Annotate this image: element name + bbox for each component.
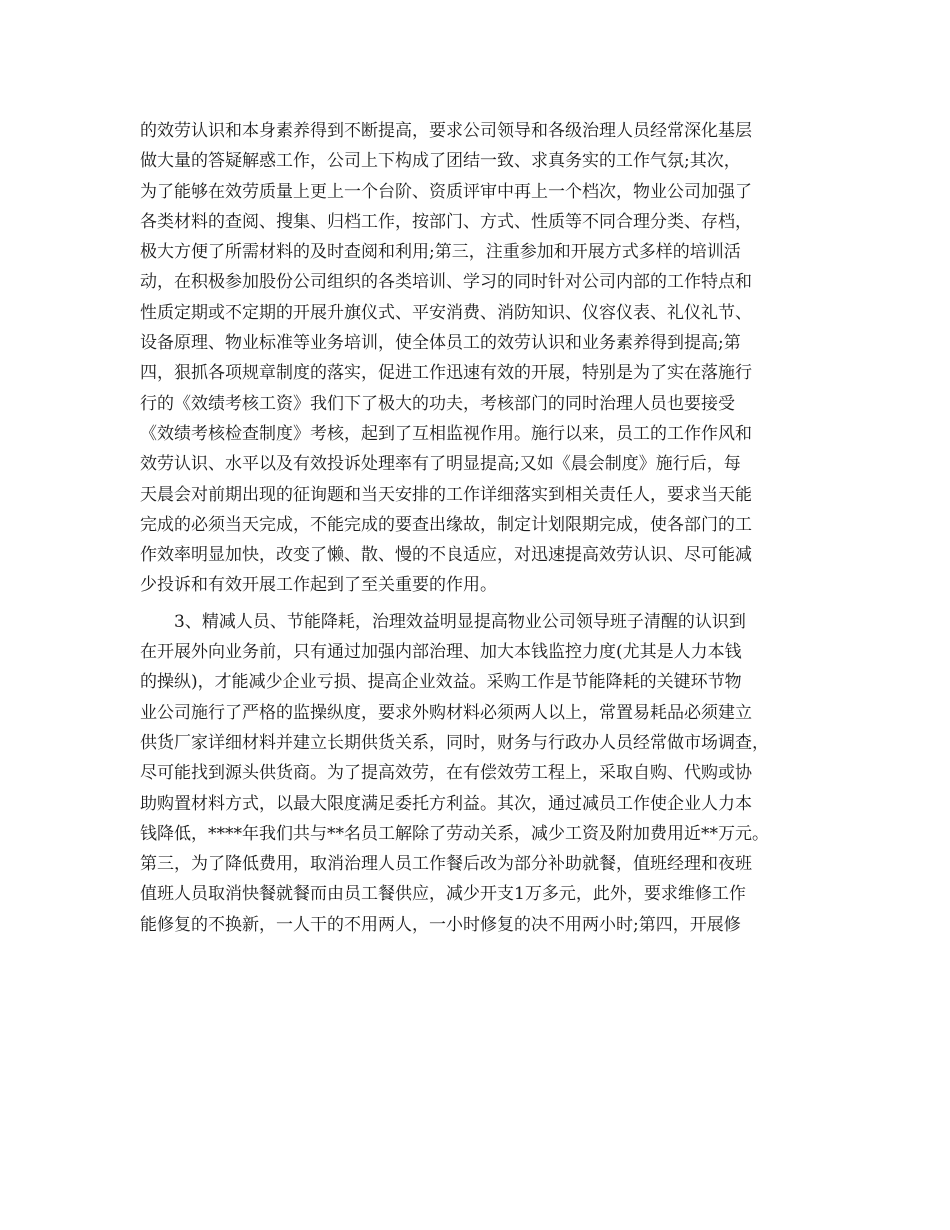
text-line: 作效率明显加快，改变了懒、散、慢的不良适应，对迅速提高效劳认识、尽可能减	[140, 545, 752, 566]
text-line: 供货厂家详细材料并建立长期供货关系，同时，财务与行政办人员经常做市场调查，	[140, 732, 769, 753]
document-body	[140, 116, 830, 940]
text-line: 业公司施行了严格的监操纵度，要求外购材料必须两人以上，常置易耗品必须建立	[140, 702, 752, 723]
text-line: 助购置材料方式，以最大限度满足委托方利益。其次，通过减员工作使企业人力本	[140, 793, 752, 814]
text-line: 尽可能找到源头供货商。为了提高效劳，在有偿效劳工程上，采取自购、代购或协	[140, 763, 752, 784]
text-line: 的操纵)，才能减少企业亏损、提高企业效益。采购工作是节能降耗的关键环节物	[140, 672, 742, 693]
paragraph-start-line: 3、精减人员、节能降耗，治理效益明显提高物业公司领导班子清醒的认识到	[174, 611, 746, 632]
text-line: 在开展外向业务前，只有通过加强内部治理、加大本钱监控力度(尤其是人力本钱	[140, 642, 742, 663]
text-line: 值班人员取消快餐就餐而由员工餐供应，减少开支1万多元，此外，要求维修工作	[140, 884, 746, 905]
text-line: 动，在积极参加股份公司组织的各类培训、学习的同时针对公司内部的工作特点和	[140, 272, 752, 293]
text-line: 完成的必须当天完成，不能完成的要查出缘故，制定计划限期完成，使各部门的工	[140, 514, 752, 535]
text-line: 四，狠抓各项规章制度的落实，促进工作迅速有效的开展，特别是为了实在落施行	[140, 363, 752, 384]
text-line: 为了能够在效劳质量上更上一个台阶、资质评审中再上一个档次，物业公司加强了	[140, 181, 752, 202]
text-line: 各类材料的查阅、搜集、归档工作，按部门、方式、性质等不同合理分类、存档，	[140, 211, 752, 232]
text-line: 性质定期或不定期的开展升旗仪式、平安消费、消防知识、仪容仪表、礼仪礼节、	[140, 302, 752, 323]
text-line: 钱降低，****年我们共与**名员工解除了劳动关系，减少工资及附加费用近**万元。	[140, 823, 769, 844]
text-line: 行的《效绩考核工资》我们下了极大的功夫，考核部门的同时治理人员也要接受	[140, 393, 735, 414]
text-line: 设备原理、物业标准等业务培训，使全体员工的效劳认识和业务素养得到提高;第	[140, 333, 741, 354]
text-line: 做大量的答疑解惑工作，公司上下构成了团结一致、求真务实的工作气氛;其次，	[140, 151, 741, 172]
text-line: 第三，为了降低费用，取消治理人员工作餐后改为部分补助就餐，值班经理和夜班	[140, 854, 752, 875]
text-line: 能修复的不换新，一人干的不用两人，一小时修复的决不用两小时;第四，开展修	[140, 914, 741, 935]
text-line: 极大方便了所需材料的及时查阅和利用;第三，注重参加和开展方式多样的培训活	[140, 242, 741, 263]
text-line: 天晨会对前期出现的征询题和当天安排的工作详细落实到相关责任人，要求当天能	[140, 484, 752, 505]
text-line: 少投诉和有效开展工作起到了至关重要的作用。	[140, 575, 497, 596]
text-line: 效劳认识、水平以及有效投诉处理率有了明显提高;又如《晨会制度》施行后，每	[140, 454, 741, 475]
text-line: 《效绩考核检查制度》考核，起到了互相监视作用。施行以来，员工的工作作风和	[140, 423, 752, 444]
text-line: 的效劳认识和本身素养得到不断提高，要求公司领导和各级治理人员经常深化基层	[140, 121, 752, 141]
